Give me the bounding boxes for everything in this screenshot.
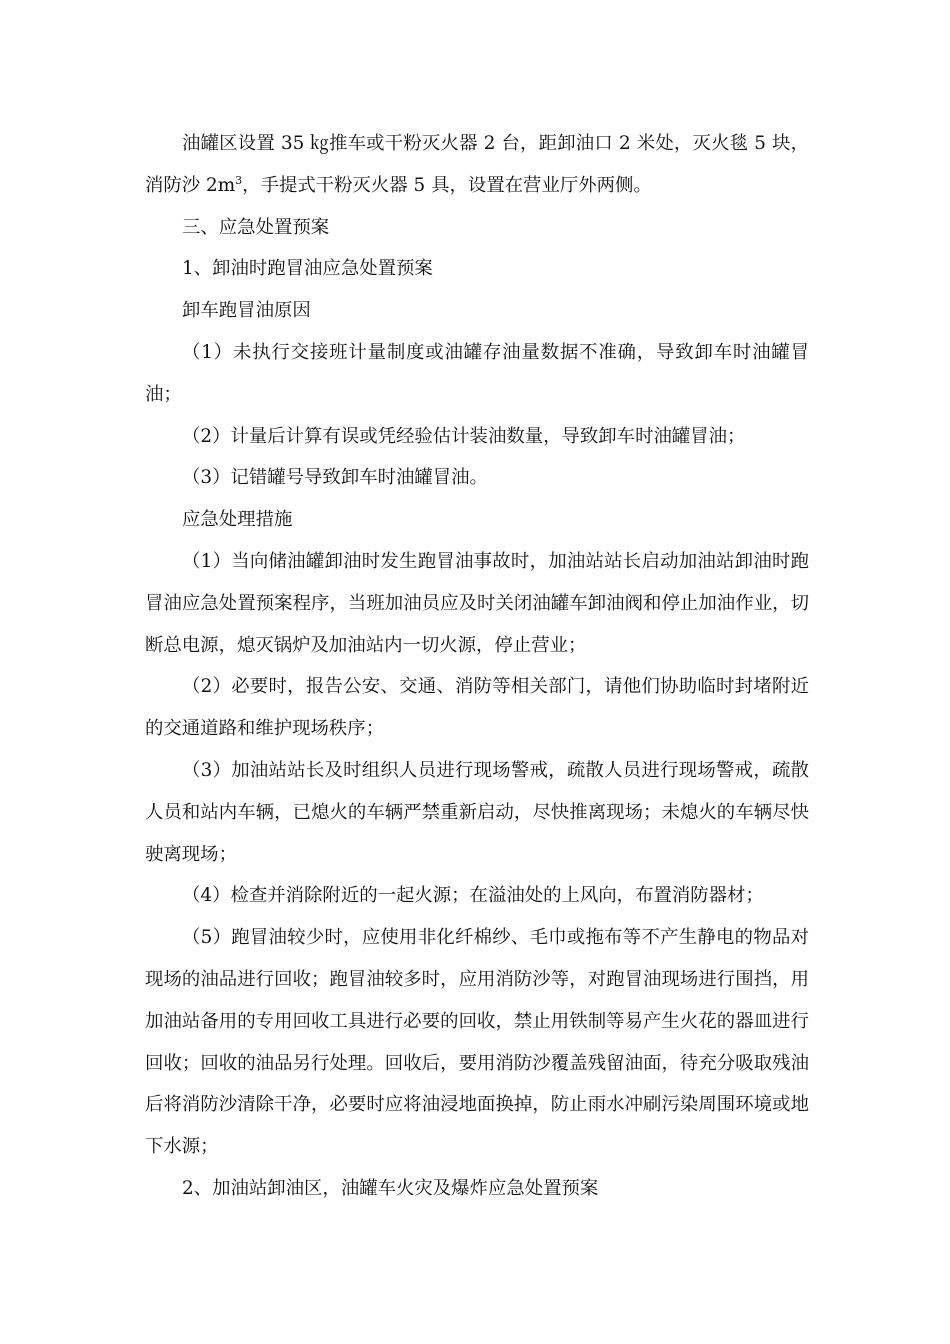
cause-item-2: （2）计量后计算有误或凭经验估计装油数量，导致卸车时油罐冒油； [182,425,746,447]
paragraph-fire-equipment-part1: 油罐区设置 35 ㎏推车或干粉灭火器 2 台，距卸油口 2 米处，灭火毯 5 块，消防沙 2m [145,133,809,196]
subheading-oil-spill-plan: 1、卸油时跑冒油应急处置预案 [182,258,433,280]
causes-heading: 卸车跑冒油原因 [182,300,311,322]
paragraph-fire-equipment [145,123,809,207]
measure-item-1: （1）当向储油罐卸油时发生跑冒油事故时，加油站站长启动加油站卸油时跑冒油应急处置预案程序，当班加油员应及时关闭油罐车卸油阀和停止加油作业，切断总电源，熄灭锅炉及加油站内一切火源，停止营业； [145,550,809,656]
subheading-fire-explosion-plan: 2、加油站卸油区，油罐车火灾及爆炸应急处置预案 [182,1177,599,1199]
cause-item-3: （3）记错罐号导致卸车时油罐冒油。 [182,467,488,489]
measure-item-2: （2）必要时，报告公安、交通、消防等相关部门，请他们协助临时封堵附近的交通道路和维护现场秩序； [145,676,809,740]
section-heading-emergency-plan: 三、应急处置预案 [182,216,330,238]
measure-item-5: （5）跑冒油较少时，应使用非化纤棉纱、毛巾或拖布等不产生静电的物品对现场的油品进行回收；跑冒油较多时，应用消防沙等，对跑冒油现场进行围挡，用加油站备用的专用回收工具进行必要的回收，禁止用铁制等易产生火花的器皿进行回收；回收的油品另行处理。回收后，要用消防沙覆盖残留油面，待充分吸取残油后将消防沙清除干净，必要时应将油浸地面换掉，防止雨水冲刷污染周围环境或地下水源； [145,927,809,1158]
paragraph-fire-equipment-part2: ，手提式干粉灭火器 5 具，设置在营业厅外两侧。 [242,174,652,196]
document-body [145,123,809,1210]
measures-heading: 应急处理措施 [182,509,293,531]
superscript-cubic: 3 [235,173,243,187]
measure-item-4: （4）检查并消除附近的一起火源；在溢油处的上风向，布置消防器材； [182,885,764,907]
cause-item-1: （1）未执行交接班计量制度或油罐存油量数据不准确，导致卸车时油罐冒油； [145,341,809,405]
measure-item-3: （3）加油站站长及时组织人员进行现场警戒，疏散人员进行现场警戒，疏散人员和站内车辆，已熄火的车辆严禁重新启动，尽快推离现场；未熄火的车辆尽快驶离现场； [145,759,809,865]
